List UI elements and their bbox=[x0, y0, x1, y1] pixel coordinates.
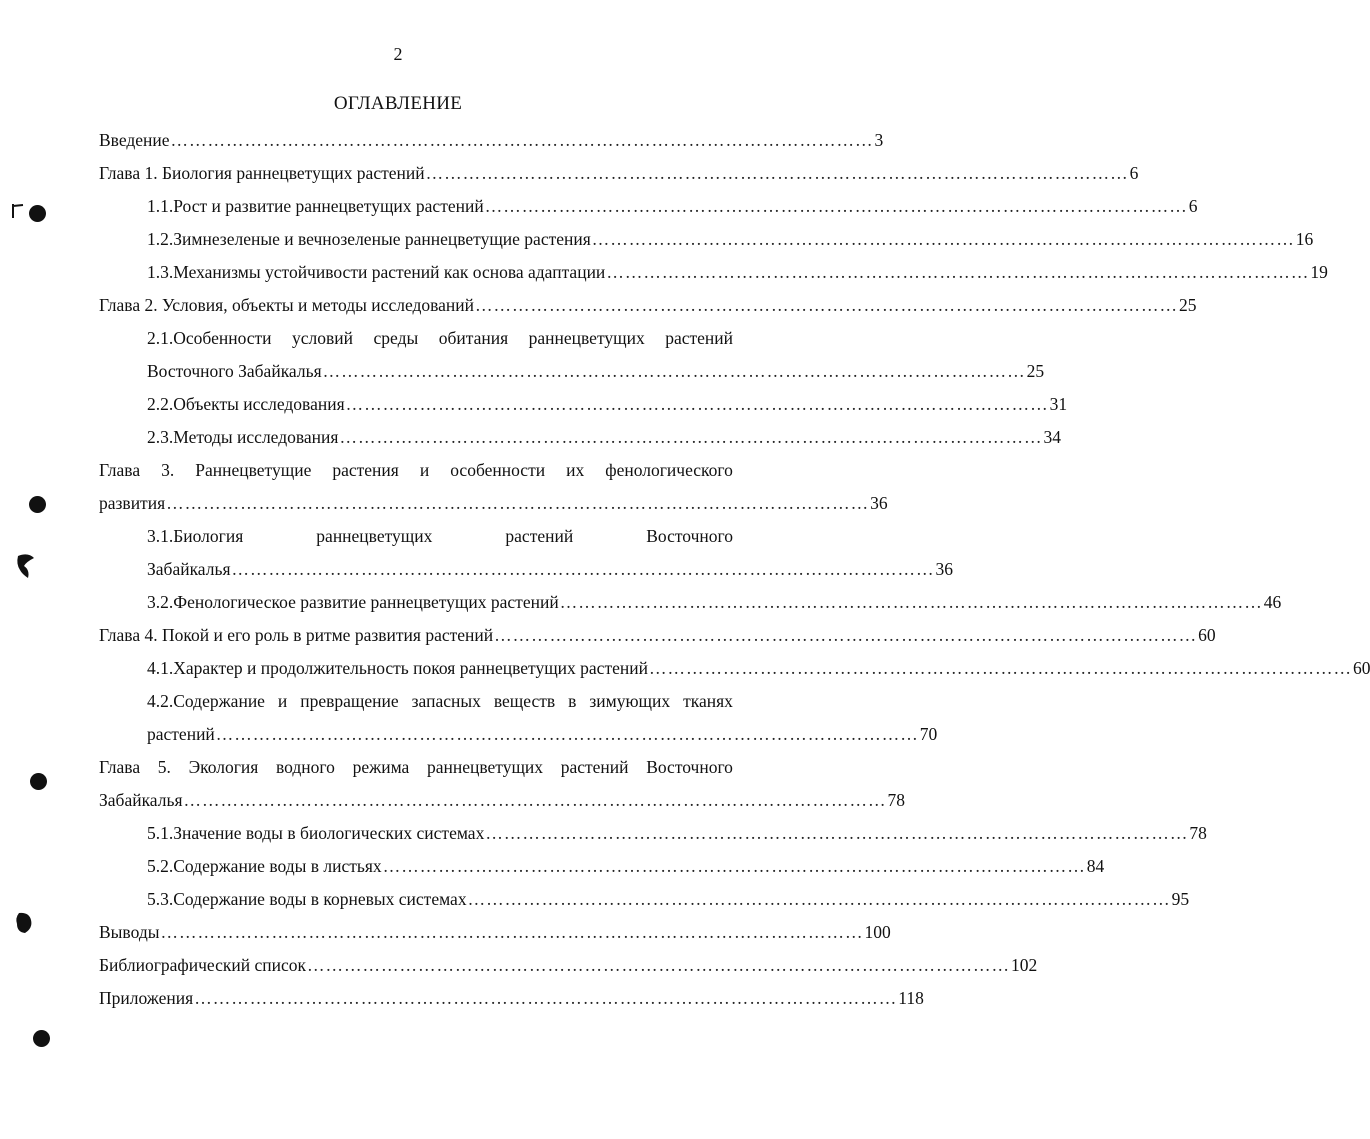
toc-entry-title: развития bbox=[99, 493, 166, 513]
toc-entry-title: Введение bbox=[99, 130, 170, 150]
toc-entry-title: Глава 1. Биология раннецветущих растений bbox=[99, 163, 425, 183]
dot-leader: …………………………………………………………………………………………………… bbox=[307, 955, 1011, 975]
toc-entry-title: растений bbox=[147, 724, 215, 744]
toc-entry-title: 5.1.Значение воды в биологических системах bbox=[147, 823, 485, 843]
toc-word: особенности bbox=[450, 460, 546, 480]
toc-entry-section-1-2[interactable] bbox=[147, 223, 1314, 255]
dot-leader: …………………………………………………………………………………………………… bbox=[345, 394, 1049, 414]
ink-smudge-icon bbox=[14, 552, 38, 587]
toc-entry-section-2-1-line2[interactable] bbox=[147, 355, 1045, 387]
dot-leader: …………………………………………………………………………………………………… bbox=[467, 889, 1171, 909]
toc-entry-title: 2.2.Объекты исследования bbox=[147, 394, 345, 414]
dot-leader: …………………………………………………………………………………………………… bbox=[425, 163, 1129, 183]
toc-entry-section-4-2-line2[interactable] bbox=[147, 718, 938, 750]
toc-entry-section-5-1[interactable] bbox=[147, 817, 1207, 849]
dot-leader: …………………………………………………………………………………………………… bbox=[559, 592, 1263, 612]
page-title: ОГЛАВЛЕНИЕ bbox=[333, 93, 463, 114]
toc-word: Экология bbox=[188, 757, 259, 777]
dot-leader: …………………………………………………………………………………………………… bbox=[484, 196, 1188, 216]
toc-word: их bbox=[566, 460, 585, 480]
binder-hole-icon bbox=[29, 496, 46, 513]
toc-word: 2.1.Особенности bbox=[147, 328, 272, 348]
dot-leader: …………………………………………………………………………………………………… bbox=[648, 658, 1352, 678]
toc-entry-page: 100 bbox=[864, 922, 891, 942]
toc-entry-section-4-2-line1[interactable] bbox=[147, 685, 733, 717]
ink-smudge-icon bbox=[13, 910, 35, 941]
toc-entry-page: 78 bbox=[1189, 823, 1207, 843]
toc-word: растений bbox=[560, 757, 629, 777]
binder-hole-icon bbox=[33, 1030, 50, 1047]
page-number: 2 bbox=[393, 44, 403, 64]
toc-entry-page: 31 bbox=[1049, 394, 1068, 414]
toc-entry-section-2-3[interactable] bbox=[147, 421, 1061, 453]
dot-leader: …………………………………………………………………………………………………… bbox=[231, 559, 935, 579]
toc-entry-chapter-5-line1[interactable] bbox=[99, 751, 733, 783]
toc-word: Восточного bbox=[646, 757, 733, 777]
dot-leader: …………………………………………………………………………………………………… bbox=[166, 493, 870, 513]
toc-word: 3. bbox=[161, 460, 175, 480]
toc-entry-page: 95 bbox=[1171, 889, 1190, 909]
toc-entry-title: Приложения bbox=[99, 988, 194, 1008]
pencil-mark-icon bbox=[10, 202, 26, 225]
dot-leader: …………………………………………………………………………………………………… bbox=[591, 229, 1295, 249]
toc-word: Глава bbox=[99, 460, 141, 480]
toc-word: Глава bbox=[99, 757, 141, 777]
toc-entry-page: 6 bbox=[1129, 163, 1139, 183]
toc-word: растений bbox=[665, 328, 733, 348]
toc-entry-title: 1.3.Механизмы устойчивости растений как основа адаптации bbox=[147, 262, 606, 282]
dot-leader: …………………………………………………………………………………………………… bbox=[170, 130, 874, 150]
toc-entry-page: 6 bbox=[1188, 196, 1198, 216]
toc-word: режима bbox=[352, 757, 410, 777]
toc-word: условий bbox=[292, 328, 354, 348]
toc-entry-title: 3.2.Фенологическое развитие раннецветущих растений bbox=[147, 592, 559, 612]
dot-leader: …………………………………………………………………………………………………… bbox=[382, 856, 1086, 876]
toc-word: 3.1.Биология bbox=[147, 526, 244, 546]
toc-word: в bbox=[568, 691, 577, 711]
toc-entry-page: 102 bbox=[1011, 955, 1038, 975]
toc-entry-section-2-1-line1[interactable] bbox=[147, 322, 733, 354]
toc-entry-section-4-1[interactable] bbox=[147, 652, 1370, 684]
dot-leader: …………………………………………………………………………………………………… bbox=[485, 823, 1189, 843]
toc-word: обитания bbox=[438, 328, 509, 348]
binder-hole-icon bbox=[29, 205, 46, 222]
toc-word: зимующих bbox=[589, 691, 671, 711]
dot-leader: …………………………………………………………………………………………………… bbox=[322, 361, 1026, 381]
toc-entry-section-2-2[interactable] bbox=[147, 388, 1068, 420]
toc-entry-title: Глава 2. Условия, объекты и методы исследований bbox=[99, 295, 475, 315]
toc-entry-page: 36 bbox=[870, 493, 888, 513]
toc-entry-section-1-1[interactable] bbox=[147, 190, 1198, 222]
toc-entry-page: 36 bbox=[935, 559, 953, 579]
toc-entry-title: 4.1.Характер и продолжительность покоя раннецветущих растений bbox=[147, 658, 648, 678]
dot-leader: …………………………………………………………………………………………………… bbox=[494, 625, 1198, 645]
toc-entry-page: 70 bbox=[919, 724, 938, 744]
toc-entry-page: 60 bbox=[1198, 625, 1216, 645]
toc-entry-page: 84 bbox=[1086, 856, 1105, 876]
binder-hole-icon bbox=[30, 773, 47, 790]
toc-entry-intro[interactable] bbox=[99, 124, 884, 156]
toc-entry-chapter-3-line1[interactable] bbox=[99, 454, 733, 486]
dot-leader: …………………………………………………………………………………………………… bbox=[475, 295, 1179, 315]
toc-word: раннецветущих bbox=[528, 328, 645, 348]
toc-word: веществ bbox=[493, 691, 556, 711]
toc-entry-title: Восточного Забайкалья bbox=[147, 361, 322, 381]
toc-entry-section-3-2[interactable] bbox=[147, 586, 1282, 618]
toc-word: запасных bbox=[411, 691, 481, 711]
toc-entry-title: 2.3.Методы исследования bbox=[147, 427, 339, 447]
toc-entry-page: 78 bbox=[887, 790, 905, 810]
toc-entry-title: Забайкалья bbox=[99, 790, 183, 810]
toc-word: и bbox=[277, 691, 288, 711]
toc-word: Восточного bbox=[646, 526, 733, 546]
toc-entry-title: 1.1.Рост и развитие раннецветущих растений bbox=[147, 196, 484, 216]
toc-entry-chapter-5-line2[interactable] bbox=[99, 784, 905, 816]
toc-entry-conclusions[interactable] bbox=[99, 916, 891, 948]
toc-entry-title: Забайкалья bbox=[147, 559, 231, 579]
toc-entry-page: 19 bbox=[1310, 262, 1328, 282]
toc-word: превращение bbox=[300, 691, 399, 711]
toc-entry-section-5-3[interactable] bbox=[147, 883, 1190, 915]
toc-entry-title: Библиографический список bbox=[99, 955, 307, 975]
toc-word: раннецветущих bbox=[316, 526, 433, 546]
toc-entry-section-3-1-line2[interactable] bbox=[147, 553, 953, 585]
dot-leader: …………………………………………………………………………………………………… bbox=[183, 790, 887, 810]
dot-leader: …………………………………………………………………………………………………… bbox=[606, 262, 1310, 282]
toc-entry-page: 60 bbox=[1352, 658, 1370, 678]
toc-entry-appendices[interactable] bbox=[99, 982, 924, 1014]
toc-word: 4.2.Содержание bbox=[147, 691, 265, 711]
toc-word: 5. bbox=[157, 757, 171, 777]
toc-entry-title: Глава 4. Покой и его роль в ритме развития растений bbox=[99, 625, 494, 645]
toc-word: фенологического bbox=[605, 460, 733, 480]
toc-entry-title: 5.2.Содержание воды в листьях bbox=[147, 856, 382, 876]
dot-leader: …………………………………………………………………………………………………… bbox=[160, 922, 864, 942]
toc-entry-section-1-3[interactable] bbox=[147, 256, 1328, 288]
toc-word: растения bbox=[332, 460, 399, 480]
toc-entry-section-3-1-line1[interactable] bbox=[147, 520, 733, 552]
toc-entry-chapter-2[interactable] bbox=[99, 289, 1197, 321]
dot-leader: …………………………………………………………………………………………………… bbox=[215, 724, 919, 744]
toc-entry-page: 118 bbox=[898, 988, 924, 1008]
toc-word: раннецветущих bbox=[426, 757, 544, 777]
toc-entry-page: 25 bbox=[1179, 295, 1197, 315]
toc-word: водного bbox=[276, 757, 335, 777]
toc-entry-page: 3 bbox=[874, 130, 884, 150]
toc-word: среды bbox=[373, 328, 419, 348]
toc-entry-page: 34 bbox=[1043, 427, 1061, 447]
toc-entry-page: 16 bbox=[1295, 229, 1314, 249]
toc-entry-title: Выводы bbox=[99, 922, 160, 942]
toc-word: тканях bbox=[683, 691, 733, 711]
dot-leader: …………………………………………………………………………………………………… bbox=[194, 988, 898, 1008]
toc-entry-title: 1.2.Зимнезеленые и вечнозеленые раннецветущие растения bbox=[147, 229, 591, 249]
dot-leader: …………………………………………………………………………………………………… bbox=[339, 427, 1043, 447]
toc-entry-title: 5.3.Содержание воды в корневых системах bbox=[147, 889, 467, 909]
toc-entry-section-5-2[interactable] bbox=[147, 850, 1105, 882]
toc-entry-bibliography[interactable] bbox=[99, 949, 1038, 981]
toc-word: Раннецветущие bbox=[195, 460, 312, 480]
toc-entry-chapter-4[interactable] bbox=[99, 619, 1216, 651]
toc-entry-chapter-1[interactable] bbox=[99, 157, 1139, 189]
toc-word: и bbox=[419, 460, 430, 480]
toc-word: растений bbox=[505, 526, 574, 546]
toc-entry-page: 46 bbox=[1263, 592, 1282, 612]
toc-entry-chapter-3-line2[interactable] bbox=[99, 487, 888, 519]
toc-entry-page: 25 bbox=[1026, 361, 1045, 381]
